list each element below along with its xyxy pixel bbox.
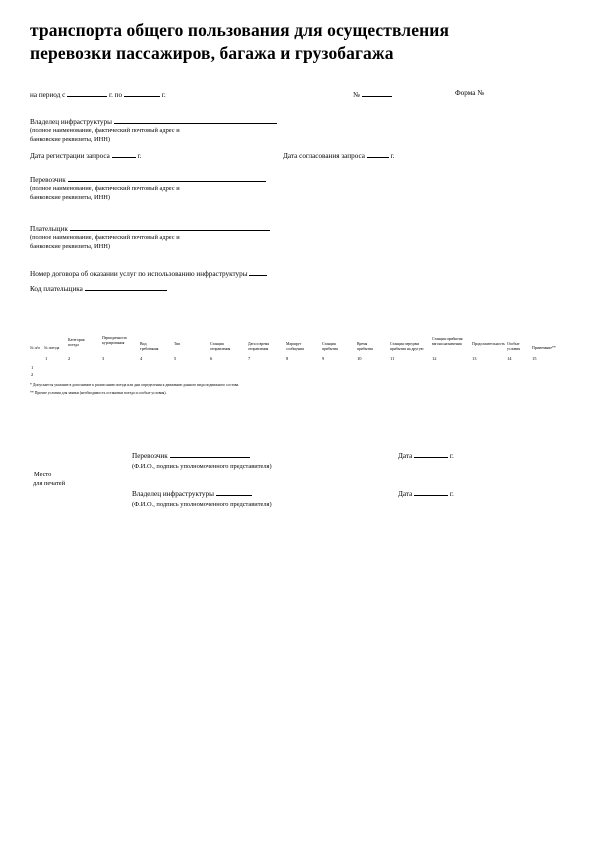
payer-code-field[interactable] [85,283,167,291]
period-prefix: на период с [30,91,66,99]
column-number: 10 [357,356,362,361]
number-label: № [353,91,360,99]
table-header-arrival-station: Станция прибытия [322,342,338,351]
sign-carrier-field[interactable] [170,450,250,458]
owner-line [30,116,277,126]
sign-carrier-date-label: Дата [398,452,413,460]
period-from-field[interactable] [67,89,107,97]
column-number: 9 [322,356,325,361]
registration-date-field[interactable] [112,150,136,158]
table-header-route: Маршрут сообщения [286,342,304,351]
owner-note-1: (полное наименование, фактический почтовый адрес и [30,127,180,134]
number-field[interactable] [362,89,392,97]
carrier-note-1: (полное наименование, фактический почтовый адрес и [30,185,180,192]
payer-line [30,223,270,233]
sign-carrier-date-line [398,450,454,460]
table-row-number: 2 [31,372,34,377]
carrier-line [30,174,266,184]
column-number: 2 [68,356,71,361]
table-header-note: Примечание** [532,346,556,350]
sign-owner-note: (Ф.И.О., подпись уполномоченного представителя) [132,501,272,508]
payer-note-2: банковские реквизиты, ИНН) [30,243,111,250]
column-number: 3 [102,356,105,361]
approval-date-label: Дата согласования запроса [283,152,365,160]
carrier-label: Перевозчик [30,176,66,184]
sign-carrier-date-suffix: г. [449,452,454,460]
column-number: 12 [432,356,437,361]
contract-number-line [30,268,267,278]
registration-date-suffix: г. [137,152,142,160]
table-header-special-conditions: Особые условия [507,342,520,351]
payer-label: Плательщик [30,225,68,233]
table-header-destination-car-station: Станция прибытия вагона назначения [432,337,463,346]
approval-date-line [283,150,394,160]
contract-number-label: Номер договора об оказании услуг по использованию инфраструктуры [30,270,248,278]
table-header-row-num: № п/п [30,346,40,350]
column-number: 4 [140,356,143,361]
column-number: 5 [174,356,177,361]
document-title-line-1: транспорта общего пользования для осуществления [30,20,450,40]
document-title-line-2: перевозки пассажиров, багажа и грузобагажа [30,43,394,63]
column-number: 6 [210,356,213,361]
table-header-arrival-time: Время прибытия [357,342,373,351]
number-line [353,89,392,99]
contract-number-field[interactable] [249,268,267,276]
carrier-field[interactable] [68,174,266,182]
column-number: 15 [532,356,537,361]
column-number: 1 [45,356,48,361]
payer-code-label: Код плательщика [30,285,83,293]
sign-carrier-line [132,450,250,460]
column-number: 7 [248,356,251,361]
form-number-label: Форма № [455,89,485,97]
table-header-request-type: Вид требования [140,342,159,351]
payer-note-1: (полное наименование, фактический почтовый адрес и [30,234,180,241]
sign-owner-date-label: Дата [398,490,413,498]
period-end-label: г. [161,91,166,99]
period-to-label: г. по [108,91,123,99]
owner-label: Владелец инфраструктуры [30,118,112,126]
period-line [30,89,166,99]
sign-owner-field[interactable] [216,488,252,496]
owner-field[interactable] [114,116,277,124]
table-header-duration: Продолжительность [472,342,505,346]
sign-carrier-note: (Ф.И.О., подпись уполномоченного представителя) [132,463,272,470]
table-header-departure-datetime: Дата и время отправления [248,342,270,351]
column-number: 8 [286,356,289,361]
sign-owner-date-field[interactable] [414,488,448,496]
payer-field[interactable] [70,223,270,231]
sign-owner-date-suffix: г. [449,490,454,498]
sign-carrier-date-field[interactable] [414,450,448,458]
footnote-2: ** Прочие условия для заявки (необходимость остановки поезда и особые условия). [30,391,167,395]
column-number: 13 [472,356,477,361]
registration-date-label: Дата регистрации запроса [30,152,110,160]
table-header-periodicity: Периодичность курсирования [102,336,128,345]
table-header-transfer-station: Станция передачи прибытия на другую [390,342,424,351]
sign-owner-line [132,488,252,498]
approval-date-suffix: г. [390,152,395,160]
sign-carrier-label: Перевозчик [132,452,168,460]
sign-owner-date-line [398,488,454,498]
payer-code-line [30,283,167,293]
column-number: 14 [507,356,512,361]
registration-date-line [30,150,141,160]
carrier-note-2: банковские реквизиты, ИНН) [30,194,111,201]
approval-date-field[interactable] [367,150,389,158]
stamp-place-line-1: Место [34,471,52,478]
table-header-type: Тип [174,342,181,346]
sign-owner-label: Владелец инфраструктуры [132,490,214,498]
footnote-1: * Допускается указание в дополнение к расписанию поезда или дни определения к движению данного вида подвижного состава. [30,383,240,387]
table-header-train-category: Категория поезда [68,338,85,347]
period-to-field[interactable] [124,89,160,97]
table-header-departure-station: Станция отправления [210,342,231,351]
owner-note-2: банковские реквизиты, ИНН) [30,136,111,143]
stamp-place-line-2: для печатей [33,480,66,487]
column-number: 11 [390,356,395,361]
table-header-train-num: № поезда [44,346,60,350]
table-row-number: 1 [31,365,34,370]
